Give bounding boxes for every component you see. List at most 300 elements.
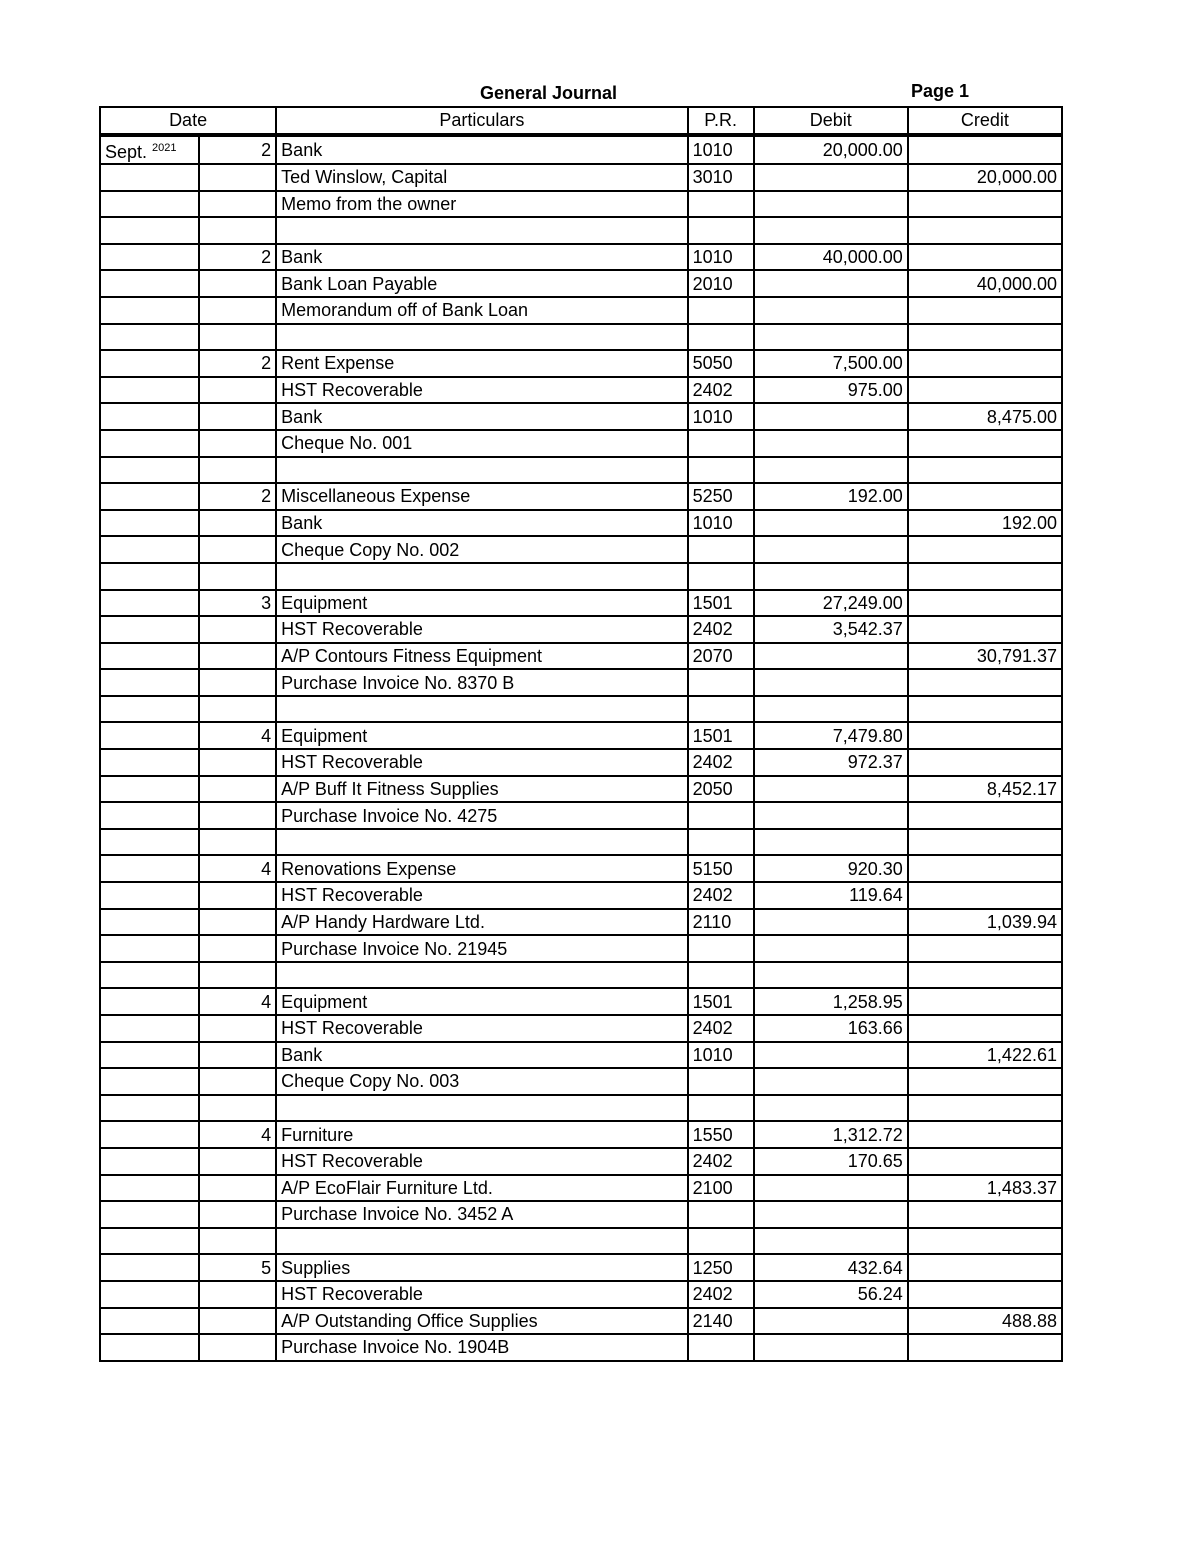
debit-cell: 40,000.00 — [754, 244, 908, 271]
debit-cell — [754, 457, 908, 484]
particulars-cell: HST Recoverable — [276, 1281, 687, 1308]
particulars-cell: A/P EcoFlair Furniture Ltd. — [276, 1175, 687, 1202]
debit-cell: 56.24 — [754, 1281, 908, 1308]
particulars-cell: Bank Loan Payable — [276, 270, 687, 297]
table-row — [100, 1121, 1062, 1148]
credit-cell — [908, 988, 1062, 1015]
debit-cell — [754, 430, 908, 457]
credit-cell — [908, 882, 1062, 909]
journal-body — [100, 135, 1062, 1361]
particulars-cell — [276, 324, 687, 351]
table-row — [100, 829, 1062, 856]
credit-cell — [908, 191, 1062, 218]
particulars-cell — [276, 829, 687, 856]
credit-cell — [908, 696, 1062, 723]
credit-cell: 8,452.17 — [908, 776, 1062, 803]
credit-cell — [908, 1254, 1062, 1281]
day-cell: 4 — [199, 855, 276, 882]
debit-cell — [754, 563, 908, 590]
pr-cell — [688, 1095, 754, 1122]
pr-cell: 2050 — [688, 776, 754, 803]
credit-cell — [908, 244, 1062, 271]
debit-cell — [754, 776, 908, 803]
credit-cell — [908, 1068, 1062, 1095]
table-row — [100, 1334, 1062, 1361]
pr-cell: 2110 — [688, 909, 754, 936]
pr-cell: 2140 — [688, 1308, 754, 1335]
day-cell — [199, 909, 276, 936]
table-row — [100, 962, 1062, 989]
day-cell — [199, 776, 276, 803]
debit-cell — [754, 962, 908, 989]
table-row — [100, 909, 1062, 936]
particulars-cell: Supplies — [276, 1254, 687, 1281]
particulars-cell — [276, 1228, 687, 1255]
pr-cell: 1250 — [688, 1254, 754, 1281]
day-cell — [199, 1334, 276, 1361]
particulars-cell: Equipment — [276, 988, 687, 1015]
debit-cell — [754, 1201, 908, 1228]
particulars-cell: Memorandum off of Bank Loan — [276, 297, 687, 324]
col-header-debit: Debit — [754, 107, 908, 135]
pr-cell — [688, 1334, 754, 1361]
pr-cell: 2010 — [688, 270, 754, 297]
day-cell: 2 — [199, 350, 276, 377]
credit-cell: 20,000.00 — [908, 164, 1062, 191]
day-cell — [199, 829, 276, 856]
date-month-cell — [100, 802, 199, 829]
particulars-cell — [276, 1095, 687, 1122]
day-cell — [199, 749, 276, 776]
particulars-cell: Purchase Invoice No. 1904B — [276, 1334, 687, 1361]
pr-cell — [688, 324, 754, 351]
date-month-cell — [100, 297, 199, 324]
date-month-cell — [100, 962, 199, 989]
pr-cell: 1501 — [688, 988, 754, 1015]
particulars-cell: Bank — [276, 510, 687, 537]
particulars-cell: Equipment — [276, 722, 687, 749]
date-month-cell — [100, 590, 199, 617]
table-row — [100, 855, 1062, 882]
debit-cell — [754, 1334, 908, 1361]
debit-cell — [754, 191, 908, 218]
debit-cell — [754, 217, 908, 244]
table-row — [100, 776, 1062, 803]
date-month-cell — [100, 1175, 199, 1202]
day-cell — [199, 510, 276, 537]
debit-cell — [754, 403, 908, 430]
date-month-cell — [100, 430, 199, 457]
day-cell: 4 — [199, 722, 276, 749]
credit-cell: 1,483.37 — [908, 1175, 1062, 1202]
day-cell — [199, 1308, 276, 1335]
credit-cell — [908, 377, 1062, 404]
table-row — [100, 217, 1062, 244]
particulars-cell: Bank — [276, 403, 687, 430]
day-cell — [199, 643, 276, 670]
debit-cell — [754, 909, 908, 936]
debit-cell — [754, 164, 908, 191]
table-row — [100, 1175, 1062, 1202]
pr-cell — [688, 1068, 754, 1095]
table-row — [100, 324, 1062, 351]
table-row — [100, 536, 1062, 563]
table-row — [100, 1042, 1062, 1069]
credit-cell — [908, 1148, 1062, 1175]
pr-cell: 1501 — [688, 590, 754, 617]
debit-cell: 170.65 — [754, 1148, 908, 1175]
credit-cell: 30,791.37 — [908, 643, 1062, 670]
particulars-cell — [276, 217, 687, 244]
debit-cell — [754, 1042, 908, 1069]
day-cell — [199, 191, 276, 218]
pr-cell — [688, 297, 754, 324]
particulars-cell: HST Recoverable — [276, 882, 687, 909]
day-cell — [199, 1201, 276, 1228]
pr-cell — [688, 191, 754, 218]
table-row — [100, 297, 1062, 324]
particulars-cell: Memo from the owner — [276, 191, 687, 218]
table-row — [100, 563, 1062, 590]
particulars-cell — [276, 563, 687, 590]
particulars-cell: Cheque Copy No. 003 — [276, 1068, 687, 1095]
day-cell — [199, 962, 276, 989]
particulars-cell: Bank — [276, 1042, 687, 1069]
credit-cell — [908, 1015, 1062, 1042]
date-month-cell — [100, 855, 199, 882]
pr-cell: 1501 — [688, 722, 754, 749]
particulars-cell: A/P Outstanding Office Supplies — [276, 1308, 687, 1335]
day-cell — [199, 403, 276, 430]
debit-cell: 192.00 — [754, 483, 908, 510]
day-cell — [199, 1015, 276, 1042]
pr-cell — [688, 1201, 754, 1228]
pr-cell: 2402 — [688, 377, 754, 404]
day-cell: 4 — [199, 1121, 276, 1148]
table-row — [100, 616, 1062, 643]
table-row — [100, 1228, 1062, 1255]
particulars-cell: A/P Buff It Fitness Supplies — [276, 776, 687, 803]
day-cell — [199, 1042, 276, 1069]
date-month-cell — [100, 377, 199, 404]
debit-cell: 163.66 — [754, 1015, 908, 1042]
table-row — [100, 135, 1062, 164]
particulars-cell: Purchase Invoice No. 3452 A — [276, 1201, 687, 1228]
day-cell — [199, 696, 276, 723]
day-cell — [199, 324, 276, 351]
day-cell — [199, 457, 276, 484]
date-month-cell — [100, 882, 199, 909]
credit-cell — [908, 430, 1062, 457]
pr-cell — [688, 563, 754, 590]
date-month-cell — [100, 270, 199, 297]
table-row — [100, 696, 1062, 723]
credit-cell — [908, 1334, 1062, 1361]
table-row — [100, 510, 1062, 537]
debit-cell — [754, 643, 908, 670]
date-month-cell — [100, 988, 199, 1015]
date-month-cell — [100, 1121, 199, 1148]
particulars-cell: Furniture — [276, 1121, 687, 1148]
table-row — [100, 882, 1062, 909]
debit-cell — [754, 510, 908, 537]
credit-cell: 40,000.00 — [908, 270, 1062, 297]
day-cell: 5 — [199, 1254, 276, 1281]
page-number: Page 1 — [911, 81, 970, 101]
credit-cell — [908, 722, 1062, 749]
table-row — [100, 1308, 1062, 1335]
table-row — [100, 403, 1062, 430]
date-month-cell — [100, 1334, 199, 1361]
particulars-cell: Renovations Expense — [276, 855, 687, 882]
date-month-cell — [100, 1281, 199, 1308]
pr-cell — [688, 802, 754, 829]
particulars-cell — [276, 962, 687, 989]
pr-cell: 5150 — [688, 855, 754, 882]
date-month-cell — [100, 749, 199, 776]
credit-cell — [908, 350, 1062, 377]
date-month-cell — [100, 696, 199, 723]
credit-cell — [908, 855, 1062, 882]
date-month-cell — [100, 776, 199, 803]
table-row — [100, 430, 1062, 457]
debit-cell — [754, 1068, 908, 1095]
credit-cell — [908, 749, 1062, 776]
credit-cell: 1,039.94 — [908, 909, 1062, 936]
day-cell — [199, 882, 276, 909]
day-cell — [199, 430, 276, 457]
col-header-particulars: Particulars — [276, 107, 687, 135]
table-row — [100, 722, 1062, 749]
credit-cell — [908, 669, 1062, 696]
particulars-cell: Ted Winslow, Capital — [276, 164, 687, 191]
debit-cell: 432.64 — [754, 1254, 908, 1281]
debit-cell: 7,479.80 — [754, 722, 908, 749]
debit-cell — [754, 1175, 908, 1202]
debit-cell: 3,542.37 — [754, 616, 908, 643]
pr-cell: 2100 — [688, 1175, 754, 1202]
debit-cell: 1,258.95 — [754, 988, 908, 1015]
credit-cell — [908, 563, 1062, 590]
date-month-cell — [100, 350, 199, 377]
table-row — [100, 457, 1062, 484]
date-month-cell — [100, 191, 199, 218]
date-month-cell — [100, 244, 199, 271]
date-month-cell — [100, 1201, 199, 1228]
table-row — [100, 191, 1062, 218]
pr-cell: 2402 — [688, 616, 754, 643]
debit-cell — [754, 324, 908, 351]
debit-cell — [754, 270, 908, 297]
day-cell — [199, 1228, 276, 1255]
date-month-cell — [100, 563, 199, 590]
table-row — [100, 643, 1062, 670]
debit-cell: 27,249.00 — [754, 590, 908, 617]
table-row — [100, 669, 1062, 696]
credit-cell: 1,422.61 — [908, 1042, 1062, 1069]
credit-cell — [908, 1201, 1062, 1228]
date-month-cell — [100, 164, 199, 191]
table-row — [100, 1201, 1062, 1228]
pr-cell — [688, 217, 754, 244]
particulars-cell: HST Recoverable — [276, 616, 687, 643]
particulars-cell: Miscellaneous Expense — [276, 483, 687, 510]
particulars-cell: Cheque No. 001 — [276, 430, 687, 457]
day-cell — [199, 935, 276, 962]
debit-cell — [754, 1308, 908, 1335]
debit-cell: 1,312.72 — [754, 1121, 908, 1148]
date-month-cell — [100, 1254, 199, 1281]
debit-cell: 7,500.00 — [754, 350, 908, 377]
pr-cell: 2402 — [688, 749, 754, 776]
day-cell — [199, 270, 276, 297]
credit-cell — [908, 616, 1062, 643]
date-month-cell — [100, 510, 199, 537]
col-header-date: Date — [100, 107, 276, 135]
debit-cell — [754, 536, 908, 563]
date-month-cell — [100, 324, 199, 351]
pr-cell: 5250 — [688, 483, 754, 510]
date-month-cell — [100, 935, 199, 962]
date-month-cell — [100, 829, 199, 856]
table-row — [100, 1281, 1062, 1308]
table-row — [100, 590, 1062, 617]
date-month-cell — [100, 217, 199, 244]
particulars-cell: A/P Handy Hardware Ltd. — [276, 909, 687, 936]
table-row — [100, 244, 1062, 271]
col-header-credit: Credit — [908, 107, 1062, 135]
table-row — [100, 935, 1062, 962]
particulars-cell: Purchase Invoice No. 4275 — [276, 802, 687, 829]
credit-cell — [908, 1095, 1062, 1122]
date-month-cell — [100, 403, 199, 430]
day-cell: 2 — [199, 135, 276, 164]
pr-cell: 2402 — [688, 882, 754, 909]
pr-cell — [688, 457, 754, 484]
pr-cell — [688, 935, 754, 962]
date-month-cell — [100, 1148, 199, 1175]
debit-cell: 20,000.00 — [754, 135, 908, 164]
debit-cell: 920.30 — [754, 855, 908, 882]
debit-cell — [754, 297, 908, 324]
pr-cell: 3010 — [688, 164, 754, 191]
pr-cell: 2402 — [688, 1015, 754, 1042]
pr-cell: 2402 — [688, 1148, 754, 1175]
pr-cell: 5050 — [688, 350, 754, 377]
date-month-cell — [100, 135, 199, 164]
day-cell — [199, 1281, 276, 1308]
date-month-cell — [100, 616, 199, 643]
date-month-cell — [100, 722, 199, 749]
pr-cell: 1010 — [688, 244, 754, 271]
date-month-cell — [100, 1228, 199, 1255]
date-month-cell — [100, 457, 199, 484]
credit-cell: 488.88 — [908, 1308, 1062, 1335]
date-year: 2021 — [152, 142, 177, 154]
date-month-cell — [100, 1068, 199, 1095]
table-row — [100, 988, 1062, 1015]
pr-cell: 1550 — [688, 1121, 754, 1148]
table-row — [100, 749, 1062, 776]
general-journal-table — [99, 106, 1063, 1362]
date-month: Sept. — [105, 142, 148, 162]
credit-cell: 192.00 — [908, 510, 1062, 537]
table-row — [100, 483, 1062, 510]
particulars-cell: Bank — [276, 135, 687, 164]
day-cell — [199, 563, 276, 590]
pr-cell — [688, 430, 754, 457]
particulars-cell: Rent Expense — [276, 350, 687, 377]
debit-cell — [754, 669, 908, 696]
credit-cell — [908, 457, 1062, 484]
pr-cell: 1010 — [688, 403, 754, 430]
pr-cell: 1010 — [688, 510, 754, 537]
debit-cell — [754, 696, 908, 723]
debit-cell: 975.00 — [754, 377, 908, 404]
day-cell — [199, 1068, 276, 1095]
day-cell: 2 — [199, 244, 276, 271]
pr-cell: 2070 — [688, 643, 754, 670]
credit-cell — [908, 483, 1062, 510]
pr-cell: 1010 — [688, 1042, 754, 1069]
particulars-cell: A/P Contours Fitness Equipment — [276, 643, 687, 670]
day-cell — [199, 297, 276, 324]
credit-cell — [908, 829, 1062, 856]
date-month-cell — [100, 536, 199, 563]
credit-cell — [908, 217, 1062, 244]
credit-cell: 8,475.00 — [908, 403, 1062, 430]
table-row — [100, 802, 1062, 829]
pr-cell — [688, 962, 754, 989]
particulars-cell: Purchase Invoice No. 21945 — [276, 935, 687, 962]
credit-cell — [908, 802, 1062, 829]
particulars-cell: HST Recoverable — [276, 1015, 687, 1042]
credit-cell — [908, 962, 1062, 989]
day-cell — [199, 616, 276, 643]
pr-cell — [688, 536, 754, 563]
debit-cell: 119.64 — [754, 882, 908, 909]
date-month-cell — [100, 1308, 199, 1335]
debit-cell — [754, 935, 908, 962]
day-cell — [199, 217, 276, 244]
debit-cell — [754, 1095, 908, 1122]
pr-cell — [688, 829, 754, 856]
credit-cell — [908, 1281, 1062, 1308]
day-cell: 2 — [199, 483, 276, 510]
pr-cell — [688, 1228, 754, 1255]
credit-cell — [908, 536, 1062, 563]
credit-cell — [908, 590, 1062, 617]
table-row — [100, 1148, 1062, 1175]
particulars-cell: HST Recoverable — [276, 1148, 687, 1175]
date-month-cell — [100, 1095, 199, 1122]
day-cell — [199, 669, 276, 696]
credit-cell — [908, 135, 1062, 164]
date-month-cell — [100, 483, 199, 510]
day-cell — [199, 377, 276, 404]
credit-cell — [908, 324, 1062, 351]
debit-cell — [754, 802, 908, 829]
credit-cell — [908, 1121, 1062, 1148]
particulars-cell: Bank — [276, 244, 687, 271]
particulars-cell: HST Recoverable — [276, 377, 687, 404]
particulars-cell — [276, 696, 687, 723]
particulars-cell: Purchase Invoice No. 8370 B — [276, 669, 687, 696]
pr-cell: 1010 — [688, 135, 754, 164]
day-cell — [199, 1175, 276, 1202]
table-row — [100, 270, 1062, 297]
table-row — [100, 377, 1062, 404]
